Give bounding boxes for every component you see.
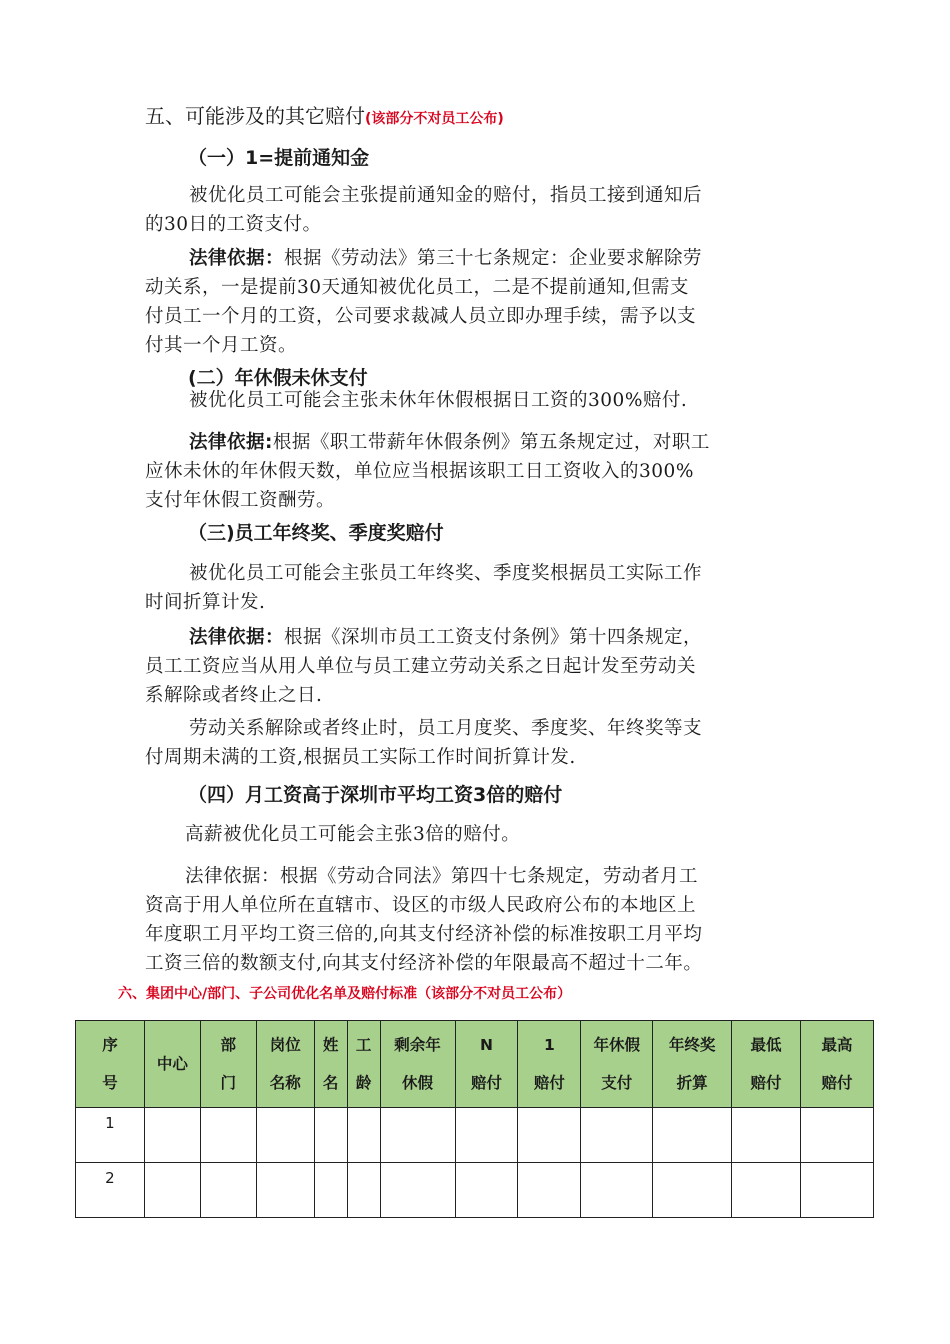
sub1-heading: （一）1=提前通知金 (188, 147, 370, 169)
legal-label: 法律依据： (189, 248, 285, 269)
sub4-paragraph (145, 820, 810, 849)
sub3-paragraph-2 (145, 714, 810, 772)
sub2-heading: (二）年休假未休支付 (188, 367, 368, 389)
column-header-line: 最高 (821, 1036, 853, 1054)
table-cell (256, 1108, 314, 1163)
column-header-line: 部 (220, 1036, 237, 1054)
table-cell (144, 1108, 200, 1163)
text-line: 支付年休假工资酬劳。 (145, 490, 336, 511)
text-line: 系解除或者终止之日. (145, 685, 323, 706)
text-line: 员工工资应当从用人单位与员工建立劳动关系之日起计发至劳动关 (145, 656, 697, 677)
column-header-line: 1 (543, 1036, 555, 1054)
column-header (314, 1021, 347, 1108)
section5-title-text: 五、可能涉及的其它赔付 (145, 104, 365, 128)
text-line: 根据《职工带薪年休假条例》第五条规定过，对职工 (272, 432, 710, 453)
table-body (76, 1108, 874, 1218)
column-header-line: 名称 (269, 1074, 301, 1092)
column-header (256, 1021, 314, 1108)
table-cell (653, 1163, 732, 1218)
column-header-line: 赔付 (533, 1074, 565, 1092)
text-line: 根据《深圳市员工工资支付条例》第十四条规定， (284, 627, 703, 648)
table-cell (581, 1108, 653, 1163)
section5-title (145, 100, 504, 129)
legal-label: 法律依据: (189, 432, 273, 453)
text-line: 年度职工月平均工资三倍的,向其支付经济补偿的标准按职工月平均 (145, 924, 703, 945)
column-header (732, 1021, 801, 1108)
table-header-row (76, 1021, 874, 1108)
text-line: 的30日的工资支付。 (145, 214, 322, 235)
sub3-paragraph (145, 559, 810, 617)
text-line: 高薪被优化员工可能会主张3倍的赔付。 (185, 824, 521, 845)
column-header-line: 工 (355, 1036, 372, 1054)
column-header-line: N (479, 1036, 493, 1054)
column-header-line: 剩余年 (394, 1036, 441, 1054)
table-cell (732, 1108, 801, 1163)
column-header (455, 1021, 518, 1108)
column-header-line: 序 (102, 1036, 118, 1054)
column-header (200, 1021, 256, 1108)
table-cell (380, 1163, 455, 1218)
table-row (76, 1163, 874, 1218)
table-cell (144, 1163, 200, 1218)
table-cell (518, 1163, 581, 1218)
column-header-line: 龄 (355, 1074, 372, 1092)
sub3-heading: （三)员工年终奖、季度奖赔付 (188, 522, 444, 544)
column-header-line: 名 (322, 1074, 339, 1092)
table-cell (581, 1163, 653, 1218)
text-line: 工资三倍的数额支付,向其支付经济补偿的年限最高不超过十二年。 (145, 953, 703, 974)
sub4-heading: （四）月工资高于深圳市平均工资3倍的赔付 (188, 784, 563, 806)
column-header-line: 号 (102, 1074, 118, 1092)
compensation-table (75, 1020, 874, 1218)
table-cell (314, 1108, 347, 1163)
text-line: 付其一个月工资。 (145, 335, 298, 356)
text-line: 劳动关系解除或者终止时，员工月度奖、季度奖、年终奖等支 (189, 718, 703, 739)
text-line: 被优化员工可能会主张员工年终奖、季度奖根据员工实际工作 (189, 563, 703, 584)
column-header (518, 1021, 581, 1108)
text-line: 付周期未满的工资,根据员工实际工作时间折算计发. (145, 747, 576, 768)
column-header-line: 年休假 (593, 1036, 641, 1054)
table-cell (314, 1163, 347, 1218)
table-cell (347, 1108, 380, 1163)
sub3-legal (145, 623, 810, 710)
text-line: 根据《劳动法》第三十七条规定：企业要求解除劳 (284, 248, 703, 269)
table-cell (801, 1108, 874, 1163)
column-header-line: 门 (220, 1074, 237, 1092)
table-row (76, 1108, 874, 1163)
column-header-line: 赔付 (750, 1074, 782, 1092)
column-header-line: 折算 (676, 1074, 708, 1092)
row-number: 2 (76, 1163, 145, 1218)
table-cell (455, 1163, 518, 1218)
text-line: 时间折算计发. (145, 592, 266, 613)
sub1-paragraph (145, 181, 810, 239)
text-line: 资高于用人单位所在直辖市、设区的市级人民政府公布的本地区上 (145, 895, 697, 916)
column-header (144, 1021, 200, 1108)
table-cell (455, 1108, 518, 1163)
text-line: 法律依据：根据《劳动合同法》第四十七条规定，劳动者月工 (185, 866, 699, 887)
column-header-line: 年终奖 (668, 1036, 716, 1054)
column-header-line: 休假 (402, 1074, 434, 1092)
column-header-line: 中心 (156, 1055, 188, 1073)
row-number: 1 (76, 1108, 145, 1163)
column-header-line: 最低 (750, 1036, 782, 1054)
table-cell (732, 1163, 801, 1218)
column-header-line: 赔付 (821, 1074, 853, 1092)
text-line: 应休未休的年休假天数，单位应当根据该职工日工资收入的300% (145, 461, 694, 482)
sub2-legal (145, 428, 810, 515)
text-line: 动关系，一是提前30天通知被优化员工，二是不提前通知,但需支 (145, 277, 689, 298)
section6-title: 六、集团中心/部门、子公司优化名单及赔付标准（该部分不对员工公布） (118, 986, 572, 1002)
column-header-line: 赔付 (470, 1074, 502, 1092)
legal-label: 法律依据： (189, 627, 285, 648)
column-header-line: 姓 (322, 1036, 339, 1054)
column-header (801, 1021, 874, 1108)
text-line: 被优化员工可能会主张提前通知金的赔付，指员工接到通知后 (189, 185, 703, 206)
table-cell (380, 1108, 455, 1163)
sub1-legal (145, 244, 810, 360)
table-cell (347, 1163, 380, 1218)
column-header (347, 1021, 380, 1108)
table-cell (256, 1163, 314, 1218)
column-header-line: 支付 (601, 1074, 633, 1092)
table-cell (200, 1163, 256, 1218)
table-cell (200, 1108, 256, 1163)
section5-note: (该部分不对员工公布) (365, 111, 504, 127)
column-header (653, 1021, 732, 1108)
column-header (380, 1021, 455, 1108)
column-header-line: 岗位 (269, 1036, 301, 1054)
table-cell (653, 1108, 732, 1163)
table-cell (801, 1163, 874, 1218)
sub4-legal (145, 862, 810, 978)
text-line: 被优化员工可能会主张未休年休假根据日工资的300%赔付. (189, 390, 688, 411)
table-cell (518, 1108, 581, 1163)
text-line: 付员工一个月的工资，公司要求裁减人员立即办理手续，需予以支 (145, 306, 697, 327)
sub2-paragraph (145, 386, 810, 415)
column-header (581, 1021, 653, 1108)
column-header (76, 1021, 145, 1108)
